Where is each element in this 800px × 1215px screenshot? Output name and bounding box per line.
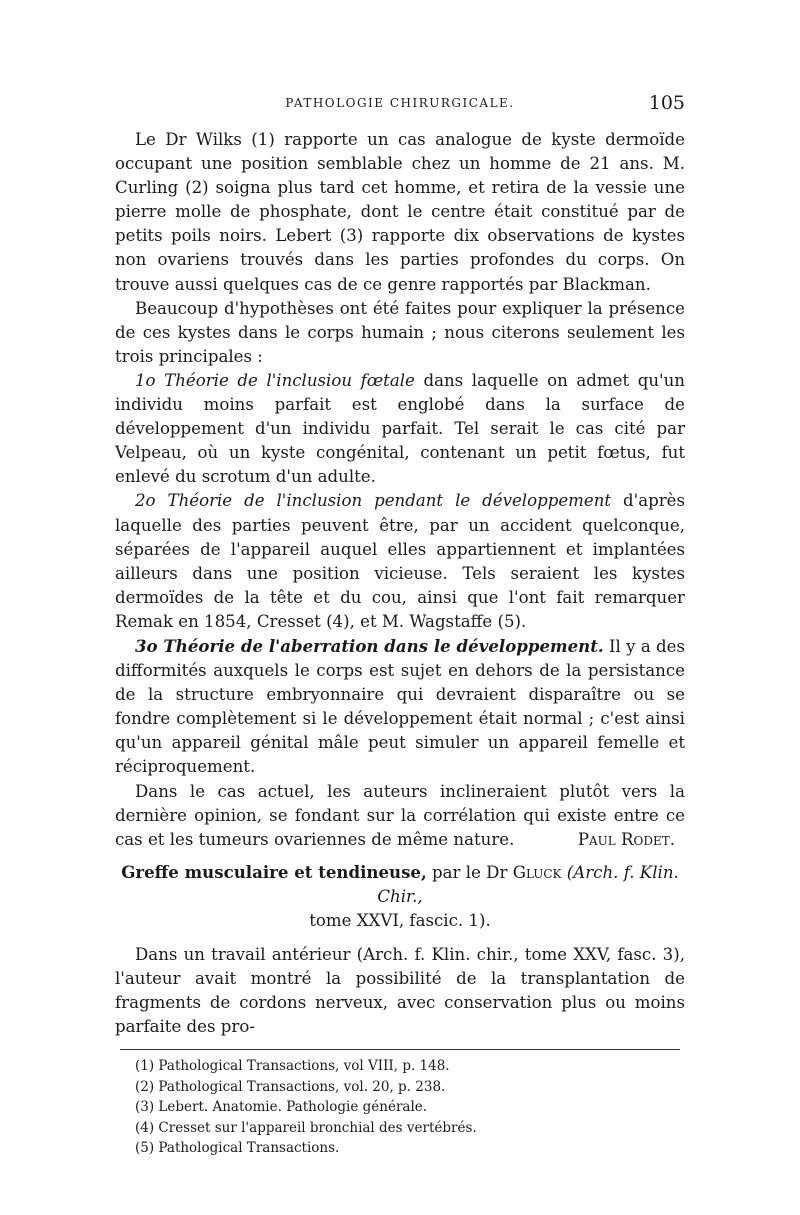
- footnote: (4) Cresset sur l'appareil bronchial des vertébrés.: [135, 1119, 477, 1136]
- signature: Paul Rodet.: [577, 829, 675, 849]
- footnote: (1) Pathological Transactions, vol VIII, p. 148.: [135, 1058, 450, 1075]
- page: [115, 92, 685, 1159]
- paragraph-theory-1: [115, 369, 685, 489]
- footnotes: [120, 1049, 680, 1159]
- section-title: [115, 860, 685, 933]
- footnote: (2) Pathological Transactions, vol. 20, p. 238.: [135, 1078, 446, 1095]
- footnote: (3) Lebert. Anatomie. Pathologie générale.: [135, 1099, 428, 1116]
- paragraph-theory-2: [115, 489, 685, 634]
- section-title-main: Greffe musculaire et tendineuse,: [121, 861, 427, 882]
- running-title: PATHOLOGIE CHIRURGICALE.: [285, 96, 515, 110]
- paragraph-theory-3: [115, 634, 685, 780]
- theory-2-text: d'après laquelle des parties peuvent être, par un accident quelconque, séparées de l'appareil auquel elles appartiennent et implantées ailleurs dans une position vicieuse. Tels seraient les kystes dermoïdes de la tête et du cou, ainsi que l'ont fait remarquer Remak en 1854, Cresset (4), et M. Wagstaffe (5).: [115, 491, 685, 631]
- paragraph-hypotheses: Beaucoup d'hypothèses ont été faites pour expliquer la présence de ces kystes dans le corps humain ; nous citerons seulement les trois principales :: [115, 298, 685, 366]
- paragraph-conclusion: [115, 780, 685, 852]
- theory-2-title: 2o Théorie de l'inclusion pendant le développement: [135, 491, 612, 511]
- page-number: 105: [648, 92, 685, 114]
- theory-3-text: Il y a des difformités auxquels le corps est sujet en dehors de la persistance de la structure embryonnaire qui devraient disparaître ou se fondre complètement si le développement était normal ; c'est ainsi qu'un appareil génital mâle peut simuler un appareil femelle et réciproquement.: [115, 636, 686, 777]
- theory-1-text: dans laquelle on admet qu'un individu moins parfait est englobé dans la surface de développement d'un individu parfait. Tel serait le cas cité par Velpeau, où un kyste congénital, contenant un petit fœtus, fut enlevé du scrotum d'un adulte.: [115, 370, 685, 487]
- section-title-volume: tome XXVI, fascic. 1).: [309, 911, 491, 930]
- conclusion-text: Dans le cas actuel, les auteurs inclineraient plutôt vers la dernière opinion, se fondant sur la corrélation qui existe entre ce cas et les tumeurs ovariennes de même nature.: [115, 781, 685, 849]
- section-title-by: par le Dr: [426, 862, 513, 882]
- running-head: [115, 92, 685, 128]
- section-title-author: Gluck: [512, 862, 562, 882]
- footnote: (5) Pathological Transactions.: [135, 1140, 340, 1157]
- paragraph-greffe: Dans un travail antérieur (Arch. f. Klin. chir., tome XXV, fasc. 3), l'auteur avait montré la possibilité de la transplantation de fragments de cordons nerveux, avec conservation plus ou moins parfaite des pro-: [115, 945, 685, 1037]
- section-title-source: (Arch. f. Klin. Chir.,: [377, 862, 679, 906]
- theory-3-title: 3o Théorie de l'aberration dans le développement.: [135, 635, 604, 656]
- paragraph-wilks: Le Dr Wilks (1) rapporte un cas analogue de kyste dermoïde occupant une position semblable chez un homme de 21 ans. M. Curling (2) soigna plus tard cet homme, et retira de la vessie une pierre molle de phosphate, dont le centre était constitué par de petits poils noirs. Lebert (3) rapporte dix observations de kystes non ovariens trouvés dans les parties profondes du corps. On trouve aussi quelques cas de ce genre rapportés par Blackman.: [115, 130, 685, 294]
- theory-1-title: 1o Théorie de l'inclusiou fœtale: [135, 370, 415, 390]
